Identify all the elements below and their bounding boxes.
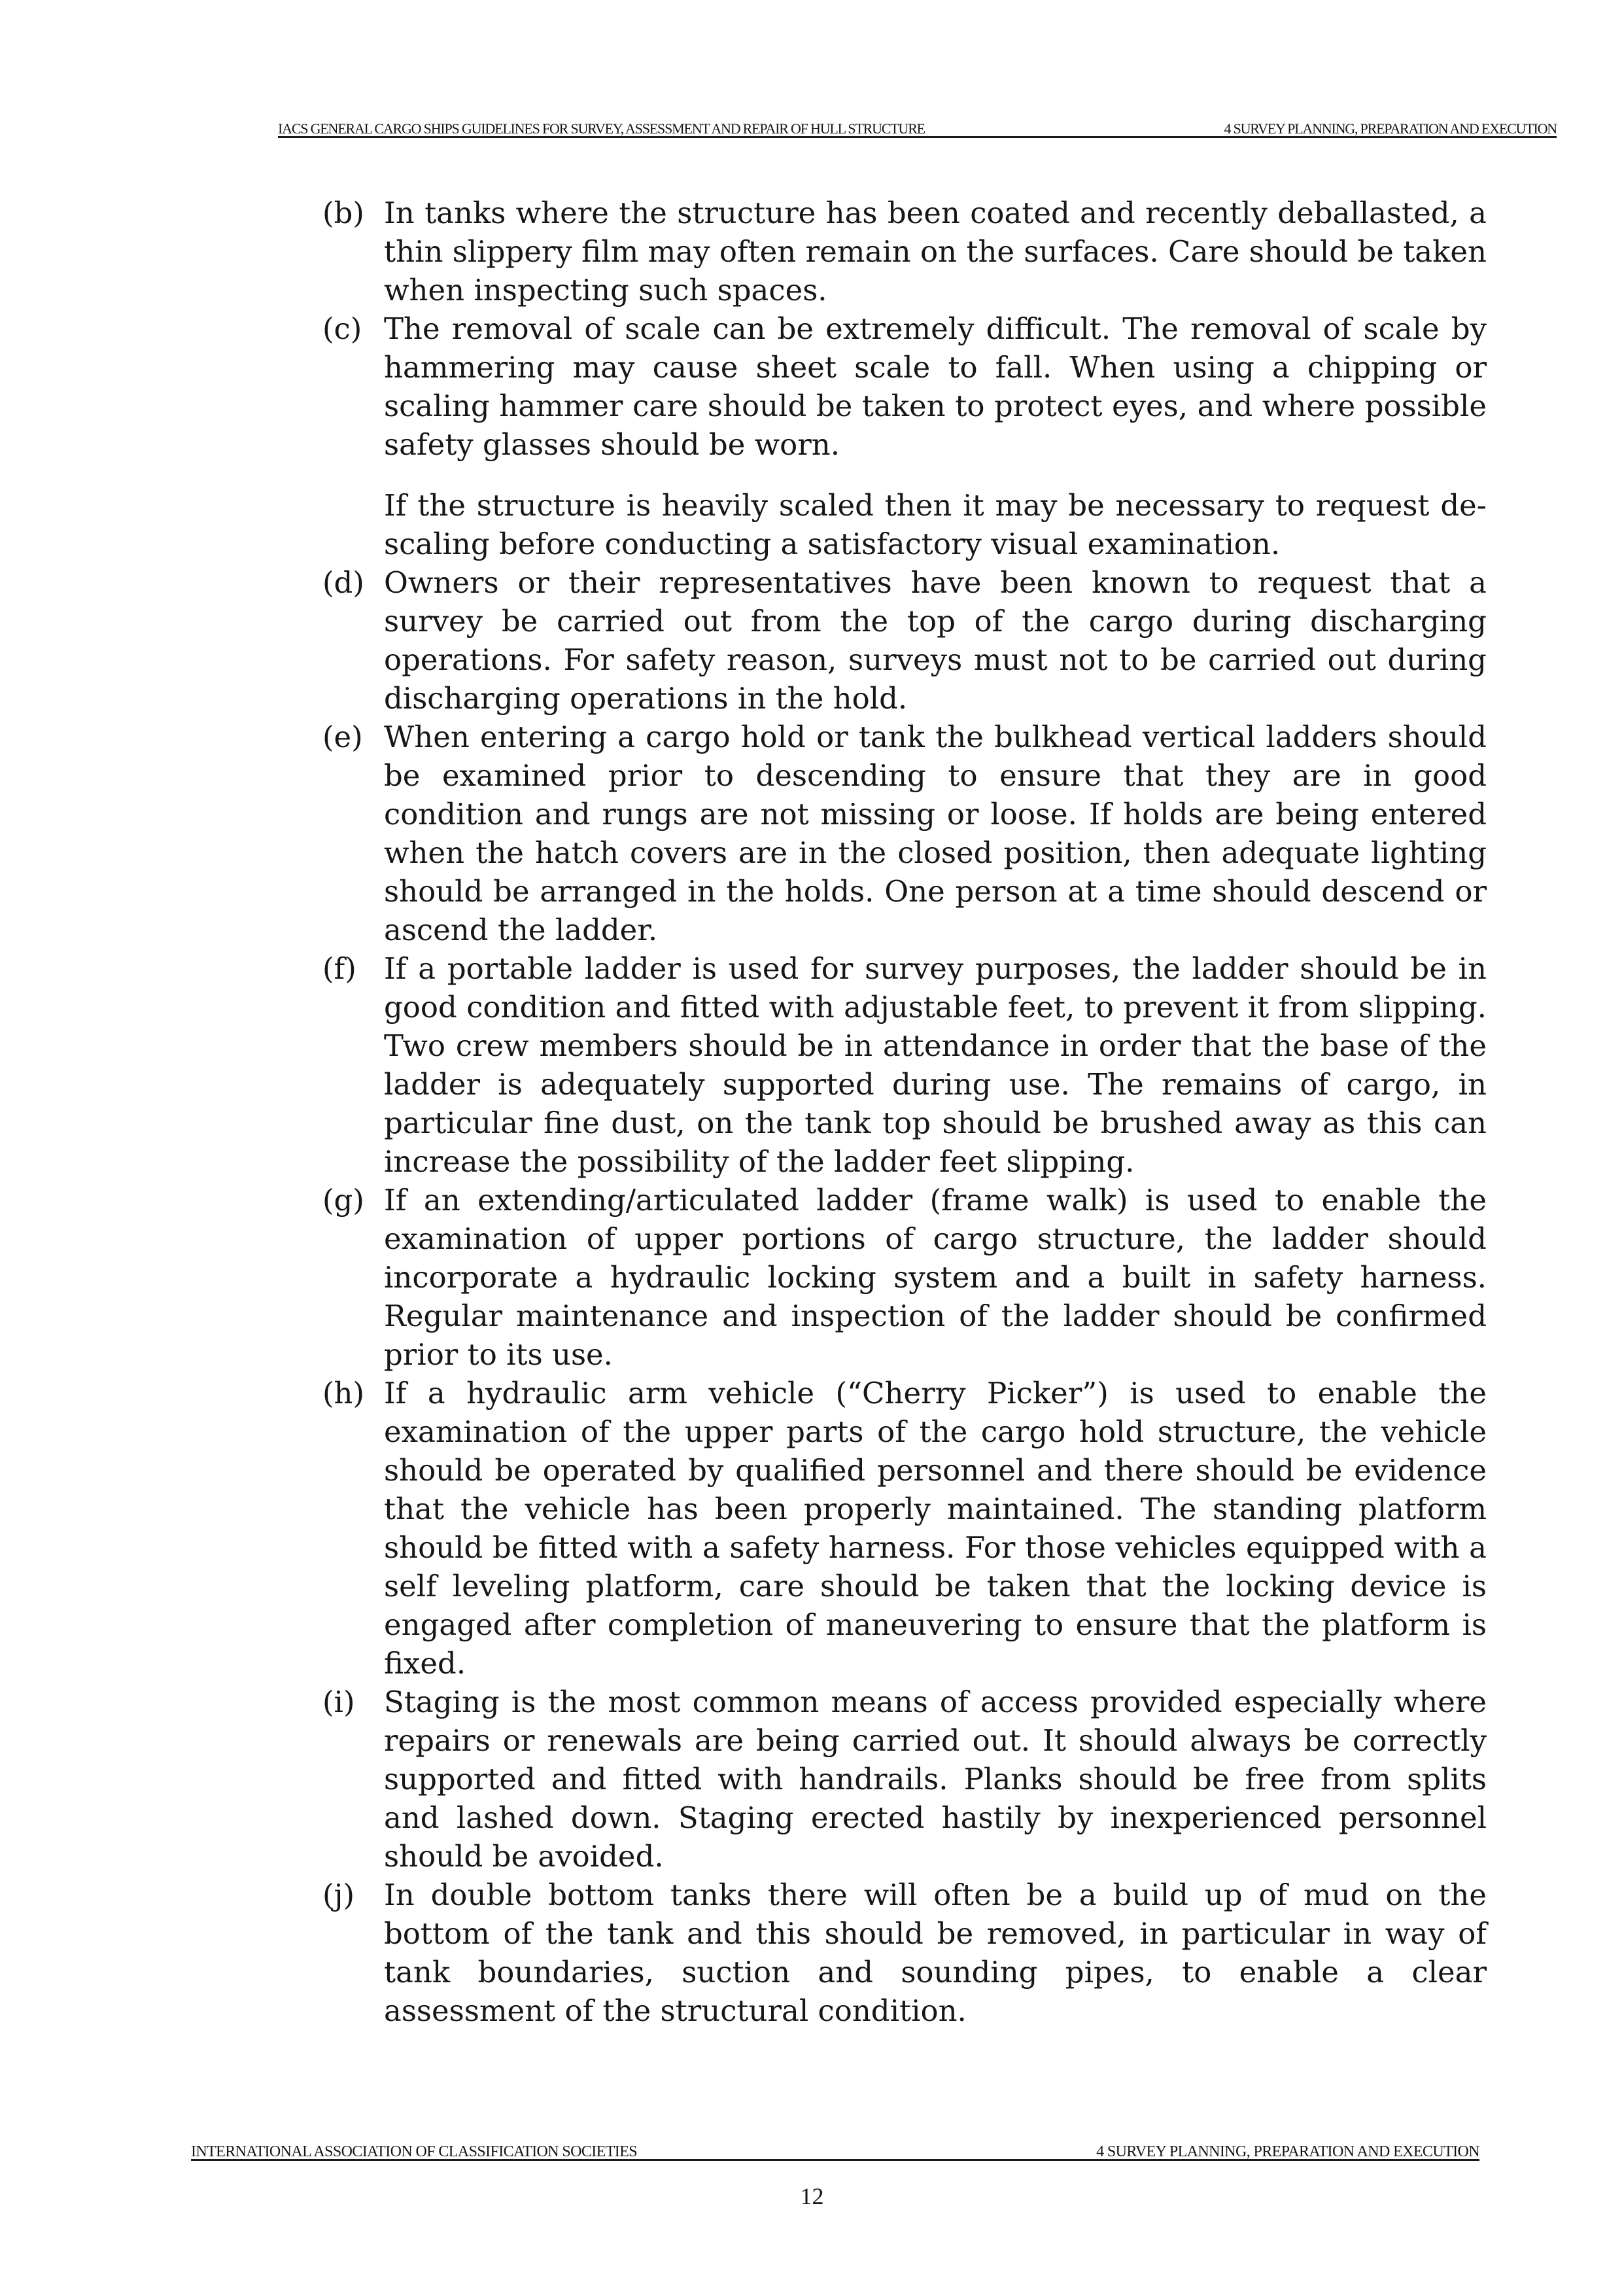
list-item-g [322, 1181, 1487, 1374]
list-item-j [322, 1876, 1487, 2030]
item-text: The removal of scale can be extremely difficult. The removal of scale by hammering may cause sheet scale to fall. When using a chipping or scaling hammer care should be taken to protect eyes, and where possible safety glasses should be worn. [384, 311, 1487, 462]
list-item-b [322, 194, 1487, 309]
item-text-continued: If the structure is heavily scaled then it may be necessary to request de-scaling before conducting a satisfactory visual examination. [384, 488, 1487, 561]
item-text: In tanks where the structure has been coated and recently deballasted, a thin slippery film may often remain on the surfaces. Care should be taken when inspecting such spaces. [384, 196, 1487, 307]
item-text: If a portable ladder is used for survey purposes, the ladder should be in good condition and fitted with adjustable feet, to prevent it from slipping. Two crew members should be in attendance in order that the base of the ladder is adequately supported during use. The remains of cargo, in particular fine dust, on the tank top should be brushed away as this can increase the possibility of the ladder feet slipping. [384, 951, 1487, 1179]
running-header [278, 122, 1557, 138]
header-section-title: 4 SURVEY PLANNING, PREPARATION AND EXECUTION [1224, 120, 1557, 137]
item-text: If an extending/articulated ladder (frame walk) is used to enable the examination of upper portions of cargo structure, the ladder should incorporate a hydraulic locking system and a built in safety harness. Regular maintenance and inspection of the ladder should be confirmed prior to its use. [384, 1183, 1487, 1372]
item-label: (b) [322, 196, 364, 230]
item-label: (f) [322, 951, 356, 986]
item-text: Staging is the most common means of access provided especially where repairs or renewals are being carried out. It should always be correctly supported and fitted with handrails. Planks should be free from splits and lashed down. Staging erected hastily by inexperienced personnel should be avoided. [384, 1685, 1487, 1874]
running-footer [191, 2145, 1479, 2161]
footer-section-title: 4 SURVEY PLANNING, PREPARATION AND EXECUTION [1096, 2143, 1479, 2160]
footer-organization: INTERNATIONAL ASSOCIATION OF CLASSIFICATION SOCIETIES [191, 2143, 638, 2160]
header-document-title: IACS GENERAL CARGO SHIPS GUIDELINES FOR SURVEY, ASSESSMENT AND REPAIR OF HULL STRUCTURE [278, 120, 925, 137]
list-item-i [322, 1683, 1487, 1876]
item-label: (j) [322, 1878, 355, 1912]
item-label: (g) [322, 1183, 364, 1218]
list-item-h [322, 1374, 1487, 1683]
item-text: If a hydraulic arm vehicle (“Cherry Picker”) is used to enable the examination of the upper parts of the cargo hold structure, the vehicle should be operated by qualified personnel and there should be evidence that the vehicle has been properly maintained. The standing platform should be fitted with a safety harness. For those vehicles equipped with a self leveling platform, care should be taken that the locking device is engaged after completion of maneuvering to ensure that the platform is fixed. [384, 1376, 1487, 1681]
item-label: (i) [322, 1685, 355, 1719]
item-label: (c) [322, 311, 362, 346]
item-text: Owners or their representatives have been known to request that a survey be carried out from the top of the cargo during discharging operations. For safety reason, surveys must not to be carried out during discharging operations in the hold. [384, 565, 1487, 716]
list-item-c [322, 309, 1487, 563]
page-number: 12 [800, 2183, 824, 2209]
guideline-list [322, 194, 1487, 2030]
item-text: When entering a cargo hold or tank the bulkhead vertical ladders should be examined prior to descending to ensure that they are in good condition and rungs are not missing or loose. If holds are being entered when the hatch covers are in the closed position, then adequate lighting should be arranged in the holds. One person at a time should descend or ascend the ladder. [384, 720, 1487, 947]
list-item-d [322, 563, 1487, 718]
list-item-e [322, 718, 1487, 949]
item-text: In double bottom tanks there will often be a build up of mud on the bottom of the tank and this should be removed, in particular in way of tank boundaries, suction and sounding pipes, to enable a clear assessment of the structural condition. [384, 1878, 1487, 2028]
item-label: (e) [322, 720, 363, 754]
list-item-f [322, 949, 1487, 1181]
item-label: (h) [322, 1376, 365, 1410]
item-label: (d) [322, 565, 364, 600]
